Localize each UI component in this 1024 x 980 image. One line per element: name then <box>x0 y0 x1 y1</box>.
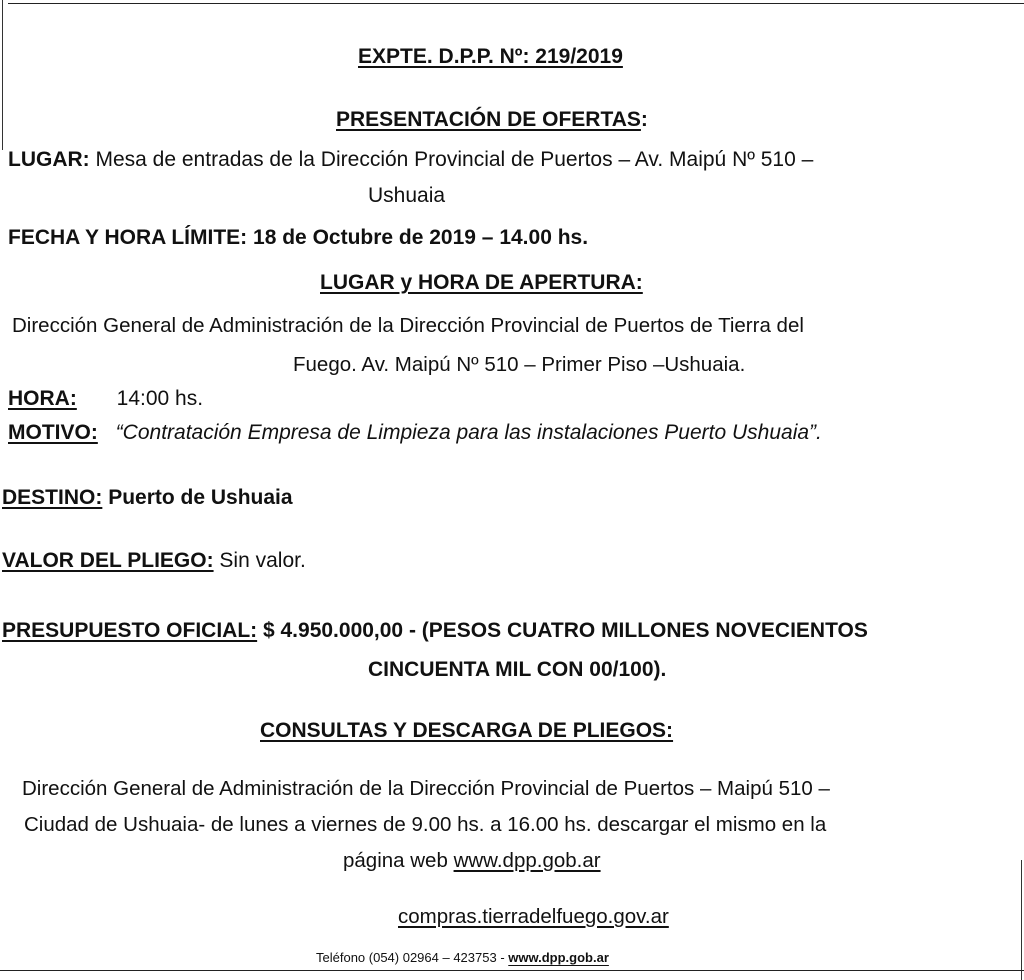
hora-value: 14:00 hs. <box>116 387 204 410</box>
valor-value: Sin valor. <box>219 549 306 572</box>
valor-label: VALOR DEL PLIEGO: <box>2 549 214 572</box>
presentacion-colon: : <box>640 108 648 131</box>
motivo-line <box>8 420 822 446</box>
lugar-label: LUGAR: <box>8 148 90 171</box>
apertura-heading: LUGAR y HORA DE APERTURA: <box>320 271 643 294</box>
lugar-text-1: Mesa de entradas de la Dirección Provincial de Puertos – Av. Maipú Nº 510 – <box>95 148 814 171</box>
expediente-heading: EXPTE. D.P.P. Nº: 219/2019 <box>358 45 623 68</box>
hora-line <box>8 386 203 412</box>
presupuesto-line-2: CINCUENTA MIL CON 00/100). <box>368 658 667 681</box>
fecha-line <box>8 225 588 251</box>
lugar-line-2: Ushuaia <box>368 184 446 207</box>
footer-phone: Teléfono (054) 02964 – 423753 - <box>316 950 509 965</box>
valor-line <box>2 548 306 574</box>
fecha-label: FECHA Y HORA LÍMITE: <box>8 226 248 249</box>
footer-web-link[interactable]: www.dpp.gob.ar <box>508 950 609 965</box>
scan-right-edge <box>1021 860 1022 980</box>
presupuesto-value-1: $ 4.950.000,00 - (PESOS CUATRO MILLONES NOVECIENTOS <box>262 619 868 642</box>
consultas-line-3 <box>343 848 601 874</box>
consultas-heading: CONSULTAS Y DESCARGA DE PLIEGOS: <box>260 719 674 742</box>
compras-link[interactable]: compras.tierradelfuego.gov.ar <box>398 905 669 928</box>
hora-label: HORA: <box>8 387 77 410</box>
motivo-label: MOTIVO: <box>8 421 98 444</box>
lugar-line-1 <box>8 147 813 173</box>
footer-contact <box>316 950 609 966</box>
destino-line <box>2 485 293 511</box>
presupuesto-line-1 <box>2 618 868 644</box>
presupuesto-label: PRESUPUESTO OFICIAL: <box>2 619 258 642</box>
apertura-line-2: Fuego. Av. Maipú Nº 510 – Primer Piso –Ushuaia. <box>293 353 746 376</box>
scan-top-edge <box>8 3 1024 4</box>
motivo-value: “Contratación Empresa de Limpieza para las instalaciones Puerto Ushuaia”. <box>115 421 822 444</box>
presentacion-heading-line <box>336 107 648 133</box>
fecha-value: 18 de Octubre de 2019 – 14.00 hs. <box>253 226 589 249</box>
dpp-web-link[interactable]: www.dpp.gob.ar <box>453 849 601 872</box>
presentacion-heading: PRESENTACIÓN DE OFERTAS <box>336 108 641 131</box>
consultas-line-2: Ciudad de Ushuaia- de lunes a viernes de 9.00 hs. a 16.00 hs. descargar el mismo en la <box>24 813 827 836</box>
footer-divider <box>0 970 1024 971</box>
consultas-line-1: Dirección General de Administración de la Dirección Provincial de Puertos – Maipú 510 – <box>22 777 830 800</box>
scan-left-edge <box>2 0 3 150</box>
apertura-line-1: Dirección General de Administración de la Dirección Provincial de Puertos de Tierra del <box>12 314 804 337</box>
destino-value: Puerto de Ushuaia <box>108 486 293 509</box>
destino-label: DESTINO: <box>2 486 103 509</box>
consultas-line-3-prefix: página web <box>343 849 454 872</box>
